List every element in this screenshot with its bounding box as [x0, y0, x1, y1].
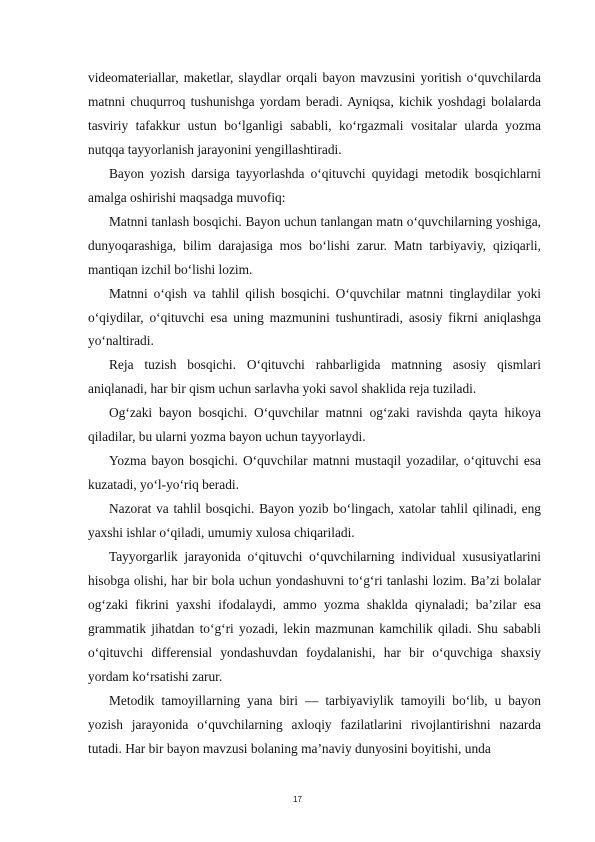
paragraph: Og‘zaki bayon bosqichi. O‘quvchilar matnni og‘zaki ravishda qayta hikoya qiladilar, bu ularni yozma bayon uchun tayyorlaydi. — [88, 405, 541, 445]
paragraph: Reja tuzish bosqichi. O‘qituvchi rahbarligida matnning asosiy qismlari aniqlanadi, har bir qism uchun sarlavha yoki savol shaklida reja tuziladi. — [88, 357, 541, 397]
paragraph: Yozma bayon bosqichi. O‘quvchilar matnni mustaqil yozadilar, o‘qituvchi esa kuzatadi, yo‘l-yo‘riq beradi. — [88, 453, 541, 493]
paragraph: Metodik tamoyillarning yana biri — tarbiyaviylik tamoyili bo‘lib, u bayon yozish jarayonida o‘quvchilarning axloqiy fazilatlarini rivojlantirishni nazarda tutadi. Har bir bayon mavzusi bolaning ma’naviy dunyosini boyitishi, unda — [88, 692, 541, 756]
paragraph: Matnni o‘qish va tahlil qilish bosqichi. O‘quvchilar matnni tinglaydilar yoki o‘qiydilar, o‘qituvchi esa uning mazmunini tushuntiradi, asosiy fikrni aniqlashga yo‘naltiradi. — [88, 285, 541, 349]
paragraph: videomateriallar, maketlar, slaydlar orqali bayon mavzusini yoritish o‘quvchilarda matnni chuqurroq tushunishga yordam beradi. Ayniqsa, kichik yoshdagi bolalarda tasviriy tafakkur ustun bo‘lganligi sababli, ko‘rgazmali vositalar ularda yozma nutqqa tayyorlanish jarayonini yengillashtiradi. — [88, 70, 541, 157]
body-text — [88, 66, 541, 761]
paragraph: Tayyorgarlik jarayonida o‘qituvchi o‘quvchilarning individual xususiyatlarini hisobga olishi, har bir bola uchun yondashuvni to‘g‘ri tanlashi lozim. Ba’zi bolalar og‘zaki fikrini yaxshi ifodalaydi, ammo yozma shaklda qiynaladi; ba’zilar esa grammatik jihatdan to‘g‘ri yozadi, lekin mazmunan kamchilik qiladi. Shu sababli o‘qituvchi differensial yondashuvdan foydalanishi, har bir o‘quvchiga shaxsiy yordam ko‘rsatishi zarur. — [88, 549, 541, 684]
page-number: 17 — [293, 795, 302, 804]
paragraph: Matnni tanlash bosqichi. Bayon uchun tanlangan matn o‘quvchilarning yoshiga, dunyoqarashiga, bilim darajasiga mos bo‘lishi zarur. Matn tarbiyaviy, qiziqarli, mantiqan izchil bo‘lishi lozim. — [88, 213, 541, 277]
paragraph: Nazorat va tahlil bosqichi. Bayon yozib bo‘lingach, xatolar tahlil qilinadi, eng yaxshi ishlar o‘qiladi, umumiy xulosa chiqariladi. — [88, 501, 541, 541]
paragraph: Bayon yozish darsiga tayyorlashda o‘qituvchi quyidagi metodik bosqichlarni amalga oshirishi maqsadga muvofiq: — [88, 165, 541, 205]
